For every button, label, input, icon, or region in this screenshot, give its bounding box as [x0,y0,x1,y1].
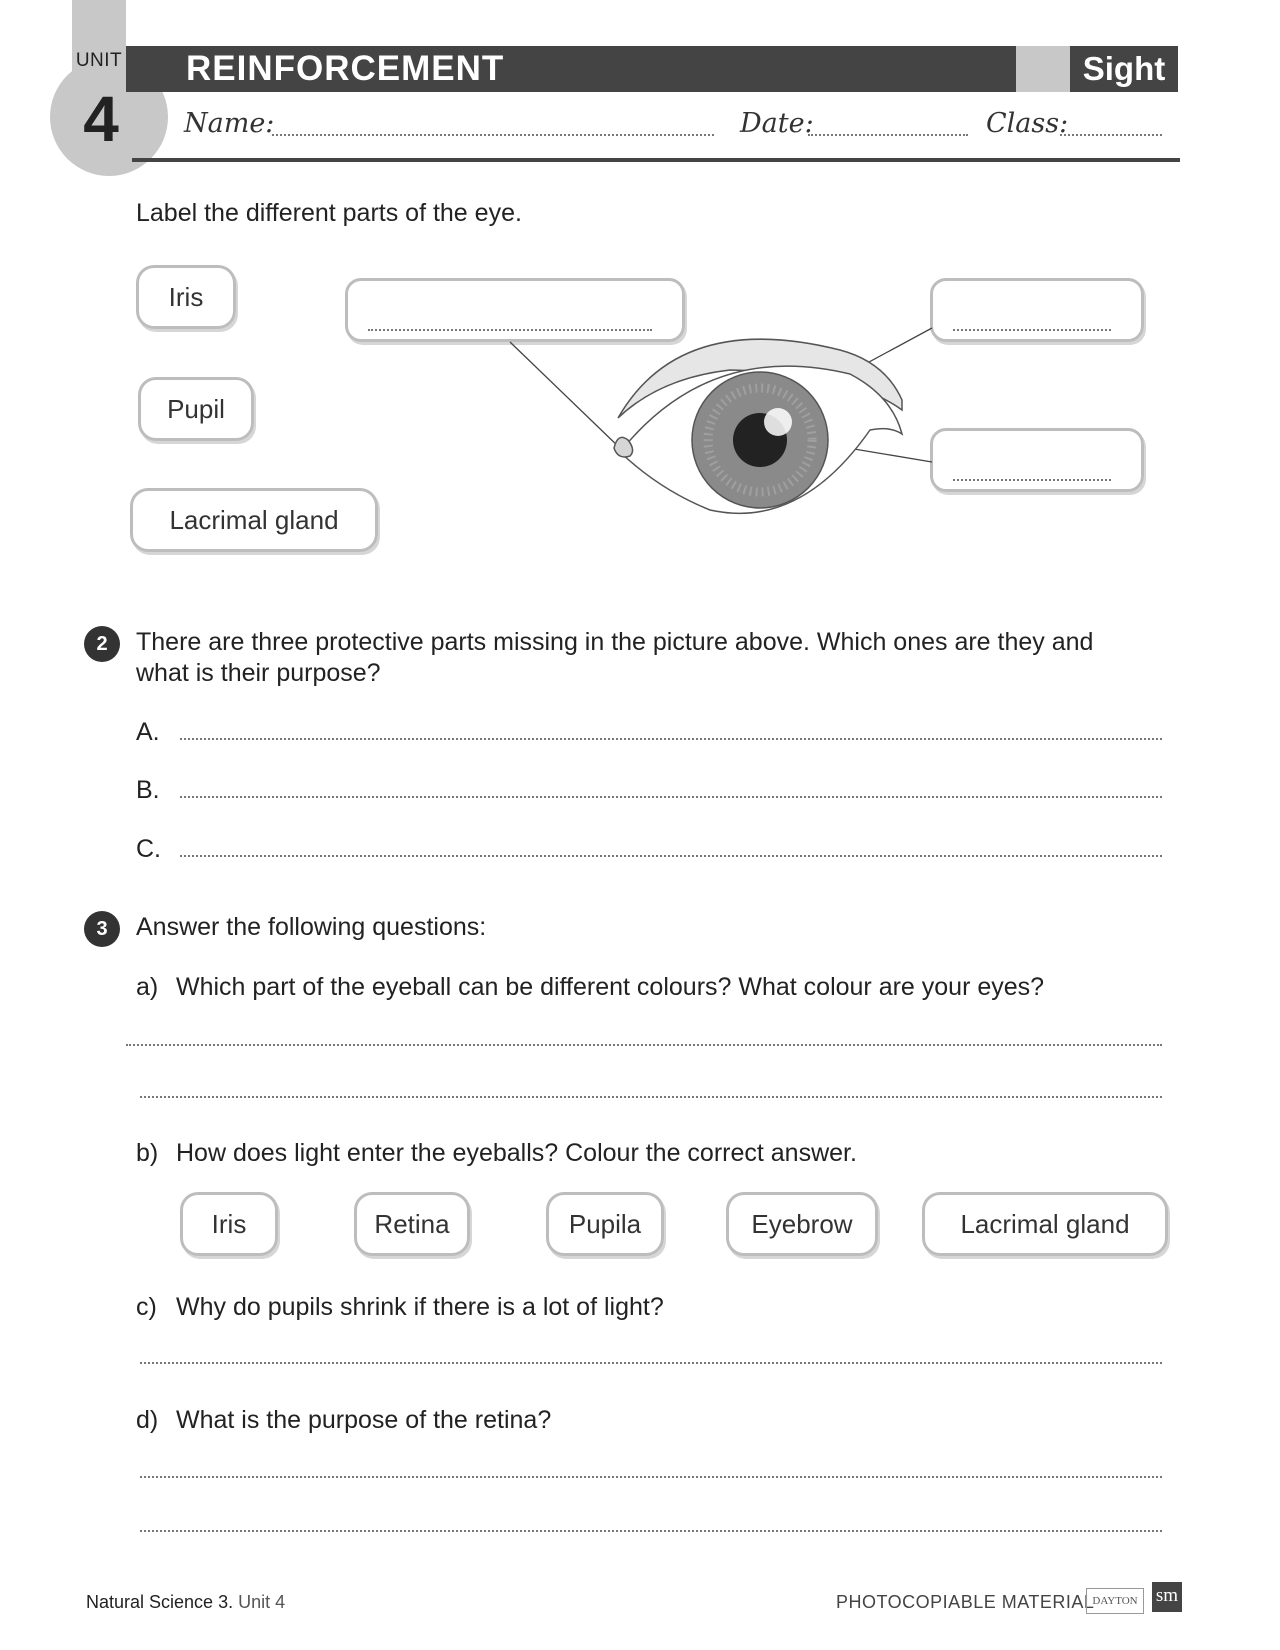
sm-logo: sm [1152,1582,1182,1612]
answer-3a-line-1[interactable] [126,1044,1162,1046]
topic-label: Sight [1082,50,1166,87]
footer-book-title [86,1592,285,1613]
answer-c-label: C. [136,835,161,863]
footer-photocopiable: PHOTOCOPIABLE MATERIAL [836,1592,1095,1612]
word-bank-lacrimal-gland: Lacrimal gland [130,488,378,552]
unit-label: UNIT [75,50,123,71]
option-lacrimal-gland[interactable]: Lacrimal gland [922,1192,1168,1256]
question-2-line1: There are three protective parts missing in the picture above. Which ones are they and [136,628,1094,656]
question-3a-letter: a) [136,973,159,1001]
option-retina[interactable]: Retina [354,1192,470,1256]
word-bank-pupil: Pupil [138,377,254,441]
eye-highlight [764,408,792,436]
question-3d-text: What is the purpose of the retina? [176,1406,552,1434]
answer-a-line[interactable] [180,738,1162,740]
unit-number: 4 [83,83,119,155]
answer-c-line[interactable] [180,855,1162,857]
question-3c-text: Why do pupils shrink if there is a lot of light? [176,1293,664,1321]
answer-b-line[interactable] [180,796,1162,798]
question-3-number: 3 [84,911,120,947]
question-3d-letter: d) [136,1406,159,1434]
word-bank-iris: Iris [136,265,236,329]
question-3b-letter: b) [136,1139,159,1167]
option-iris[interactable]: Iris [180,1192,278,1256]
question-3c-letter: c) [136,1293,157,1321]
footer-unit: Unit 4 [238,1592,286,1612]
footer-book: Natural Science 3. [86,1592,234,1612]
question-3a-text: Which part of the eyeball can be different colours? What colour are your eyes? [176,973,1045,1001]
answer-3d-line-2[interactable] [140,1530,1162,1532]
eye-illustration [600,330,920,530]
name-label: Name: [184,108,275,139]
answer-3d-line-1[interactable] [140,1476,1162,1478]
answer-b-label: B. [136,776,160,804]
question-2-line2: what is their purpose? [136,659,381,687]
university-dayton-logo: DAYTON [1086,1588,1144,1614]
exercise1-instruction: Label the different parts of the eye. [136,199,522,227]
question-3b-text: How does light enter the eyeballs? Colour the correct answer. [176,1139,857,1167]
answer-3c-line[interactable] [140,1362,1162,1364]
worksheet-title: REINFORCEMENT [186,49,505,88]
answer-a-label: A. [136,718,160,746]
option-eyebrow[interactable]: Eyebrow [726,1192,878,1256]
answer-3a-line-2[interactable] [140,1096,1162,1098]
question-3-instruction: Answer the following questions: [136,913,487,941]
question-2-number: 2 [84,626,120,662]
option-pupila[interactable]: Pupila [546,1192,664,1256]
class-label: Class: [986,108,1069,139]
date-label: Date: [740,108,814,139]
